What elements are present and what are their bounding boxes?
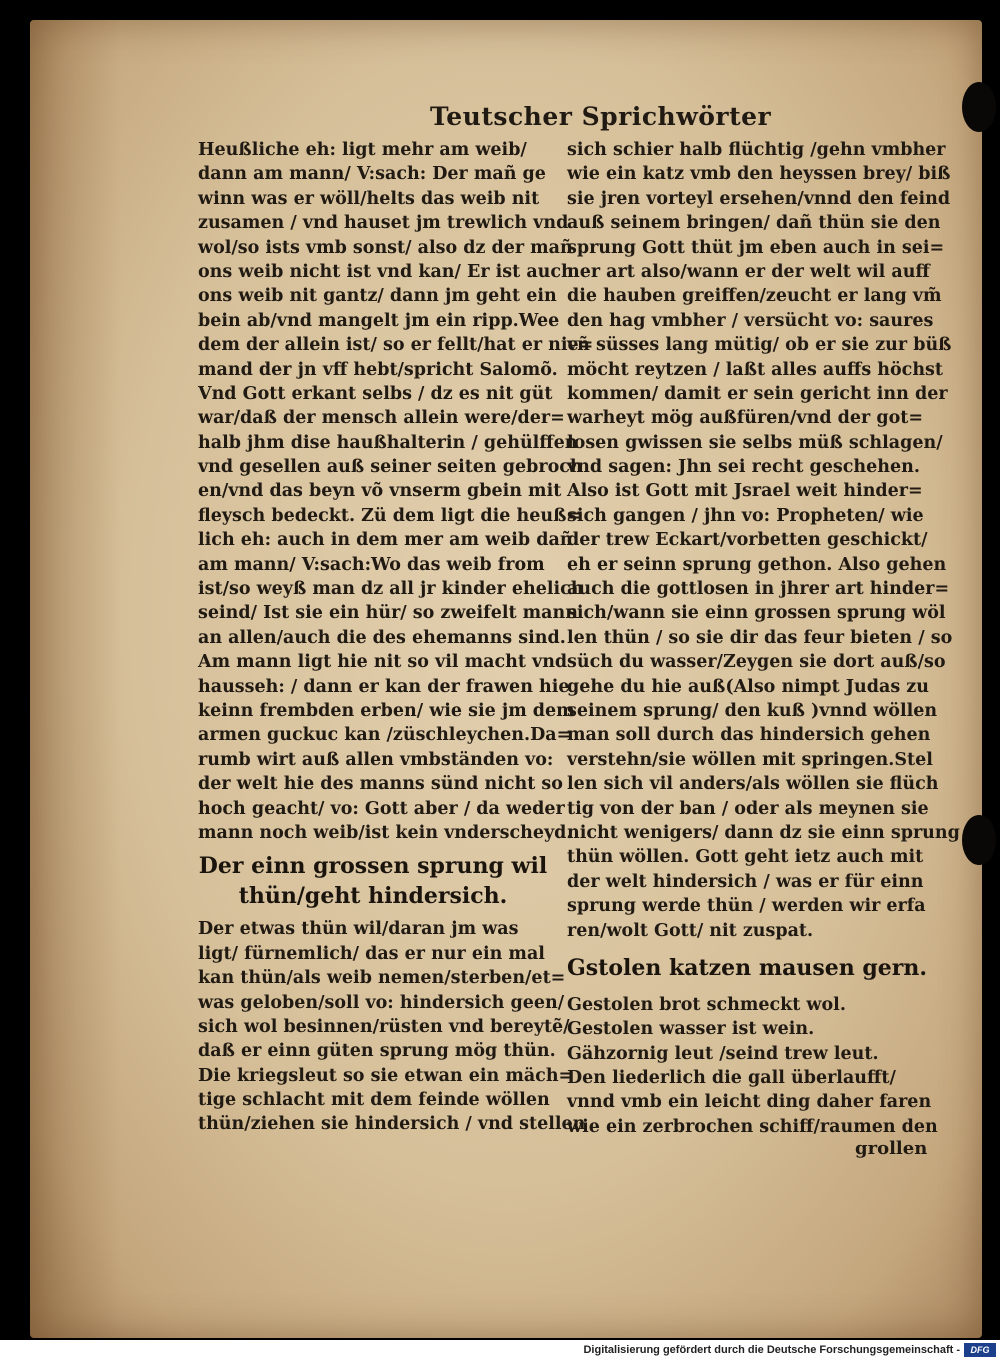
text-line: en/vnd das beyn võ vnserm gbein mit [198, 481, 562, 502]
text-line: keinn frembden erben/ wie sie jm dem [198, 700, 575, 721]
text-line: vnnd vmb ein leicht ding daher faren [567, 1092, 932, 1113]
text-line: Am mann ligt hie nit so vil macht vnd [198, 652, 568, 673]
text-line: wie ein katz vmb den heyssen brey/ biß [567, 164, 951, 185]
text-line: warheyt mög außfüren/vnd der got= [567, 408, 923, 429]
left-column [198, 138, 594, 1137]
text-line: thün/ziehen sie hindersich / vnd stellen [198, 1114, 586, 1135]
text-line: Heußliche eh: ligt mehr am weib/ [198, 140, 527, 160]
section-heading [198, 851, 548, 911]
text-line: tig von der ban / oder als meynen sie [567, 798, 929, 819]
text-line: was geloben/soll vo: hindersich geen/ [198, 992, 565, 1013]
proverb: Gestolen wasser ist wein. [567, 1019, 815, 1040]
funding-credit: Digitalisierung gefördert durch die Deutsche Forschungsgemeinschaft - [583, 1344, 960, 1356]
text-line: kan thün/als weib nemen/sterben/et= [198, 968, 566, 989]
text-line: Vnd Gott erkant selbs / dz es nit güt [198, 383, 553, 404]
text-line: thün wöllen. Gott geht ietz auch mit [567, 847, 924, 868]
text-line: sich wol besinnen/rüsten vnd bereytẽ/ [198, 1016, 570, 1037]
text-line: dem der allein ist/ so er fellt/hat er nie= [198, 335, 594, 356]
binding-hole [962, 815, 996, 865]
text-line: losen gwissen sie selbs müß schlagen/ [567, 432, 943, 453]
text-line: am mann/ V:sach:Wo das weib from [198, 554, 545, 575]
text-line: ren/wolt Gott/ nit zuspat. [567, 920, 814, 941]
text-line: vñ süsses lang mütig/ ob er sie zur büß [567, 335, 952, 356]
text-line: armen guckuc kan /züschleychen.Da= [198, 725, 572, 746]
text-line: fleysch bedeckt. Zü dem ligt die heuß= [198, 505, 582, 526]
text-line: sie jren vorteyl ersehen/vnnd den feind [567, 188, 951, 209]
text-line: sprung werde thün / werden wir erfa [567, 896, 926, 917]
text-line: ons weib nicht ist vnd kan/ Er ist auch [198, 261, 574, 282]
right-column [567, 138, 960, 1139]
heading-line: thün/geht hindersich. [238, 883, 508, 910]
text-line: vnd gesellen auß seiner seiten gebroch [198, 457, 583, 478]
text-line: möcht reytzen / laßt alles auffs höchst [567, 359, 943, 380]
text-line: bein ab/vnd mangelt jm ein ripp.Wee [198, 310, 560, 331]
text-line: an allen/auch die des ehemanns sind. [198, 627, 566, 648]
text-line: auß seinem bringen/ dañ thün sie den [567, 213, 941, 234]
text-line: mann noch weib/ist kein vnderscheyd. [198, 822, 573, 843]
paragraph [198, 138, 594, 845]
text-line: auch die gottlosen in jhrer art hinder= [567, 579, 950, 600]
footer-bar [0, 1340, 1000, 1361]
text-line: eh er seinn sprung gethon. Also gehen [567, 554, 947, 575]
text-line: nicht wenigers/ dann dz sie einn sprung [567, 822, 960, 843]
text-line: ons weib nit gantz/ dann jm geht ein [198, 286, 557, 307]
text-line: ligt/ fürnemlich/ das er nur ein mal [198, 943, 545, 964]
running-head: Teutscher Sprichwörter [430, 102, 772, 131]
proverb: Gähzornig leut /seind trew leut. [567, 1043, 879, 1064]
text-line: tige schlacht mit dem feinde wöllen [198, 1090, 550, 1111]
text-line: der welt hindersich / was er für einn [567, 871, 924, 892]
binding-hole [962, 82, 996, 132]
text-line: die hauben greiffen/zeucht er lang vm̃ [567, 286, 942, 307]
text-line: vnd sagen: Jhn sei recht geschehen. [567, 457, 920, 478]
text-line: gehe du hie auß(Also nimpt Judas zu [567, 676, 929, 697]
text-line: süch du wasser/Zeygen sie dort auß/so [567, 652, 946, 673]
text-line: seind/ Ist sie ein hür/ so zweifelt mann [198, 603, 578, 624]
text-line: sich gangen / jhn vo: Propheten/ wie [567, 505, 924, 526]
text-line: wie ein zerbrochen schiff/raumen den [567, 1116, 938, 1137]
text-line: len sich vil anders/als wöllen sie flüch [567, 774, 939, 795]
text-line: wol/so ists vmb sonst/ also dz der mañ [198, 237, 573, 258]
text-line: ner art also/wann er der welt wil auff [567, 261, 930, 282]
text-line: rumb wirt auß allen vmbständen vo: [198, 749, 554, 770]
text-line: man soll durch das hindersich gehen [567, 725, 931, 746]
text-line: zusamen / vnd hauset jm trewlich vnd [198, 213, 569, 234]
proverb-list [567, 993, 939, 1066]
text-line: war/daß der mensch allein were/der= [198, 408, 565, 429]
text-line: sich schier halb flüchtig /gehn vmbher [567, 140, 946, 160]
text-line: kommen/ damit er sein gericht inn der [567, 383, 948, 404]
text-line: halb jhm dise haußhalterin / gehülffen [198, 432, 578, 453]
text-line: sich/wann sie einn grossen sprung wöl [567, 603, 946, 624]
text-line: Der etwas thün wil/daran jm was [198, 919, 519, 940]
catchword: grollen [855, 1138, 928, 1159]
text-line: winn was er wöll/helts das weib nit [198, 188, 540, 209]
text-line: Also ist Gott mit Jsrael weit hinder= [567, 481, 923, 502]
heading-line: Der einn grossen sprung wil [198, 853, 548, 880]
section-heading: Gstolen katzen mausen gern. [567, 954, 928, 981]
paragraph [567, 138, 960, 943]
text-line: verstehn/sie wöllen mit springen.Stel [567, 749, 933, 770]
text-line: hoch geacht/ vo: Gott aber / da weder [198, 798, 565, 819]
dfg-logo-icon: DFG [964, 1343, 996, 1357]
text-line: len thün / so sie dir das feur bieten / so [567, 627, 953, 648]
text-line: Die kriegsleut so sie etwan ein mäch= [198, 1065, 574, 1086]
text-line: der welt hie des manns sünd nicht so [198, 774, 563, 795]
text-line: daß er einn güten sprung mög thün. [198, 1041, 556, 1062]
text-line: dann am mann/ V:sach: Der mañ ge [198, 164, 546, 185]
text-line: seinem sprung/ den kuß )vnnd wöllen [567, 700, 938, 721]
text-line: sprung Gott thüt jm eben auch in sei= [567, 237, 945, 258]
paragraph [567, 1066, 939, 1139]
text-line: ist/so weyß man dz all jr kinder ehelich [198, 579, 584, 600]
proverb: Gestolen brot schmeckt wol. [567, 994, 846, 1015]
text-line: hausseh: / dann er kan der frawen hie [198, 676, 570, 697]
text-line: der trew Eckart/vorbetten geschickt/ [567, 530, 928, 551]
paragraph [198, 917, 586, 1137]
text-line: mand der jn vff hebt/spricht Salomõ. [198, 359, 558, 380]
text-line: den hag vmbher / versücht vo: saures [567, 310, 934, 331]
text-line: lich eh: auch in dem mer am weib dañ [198, 530, 573, 551]
text-line: Den liederlich die gall überlaufft/ [567, 1068, 896, 1089]
